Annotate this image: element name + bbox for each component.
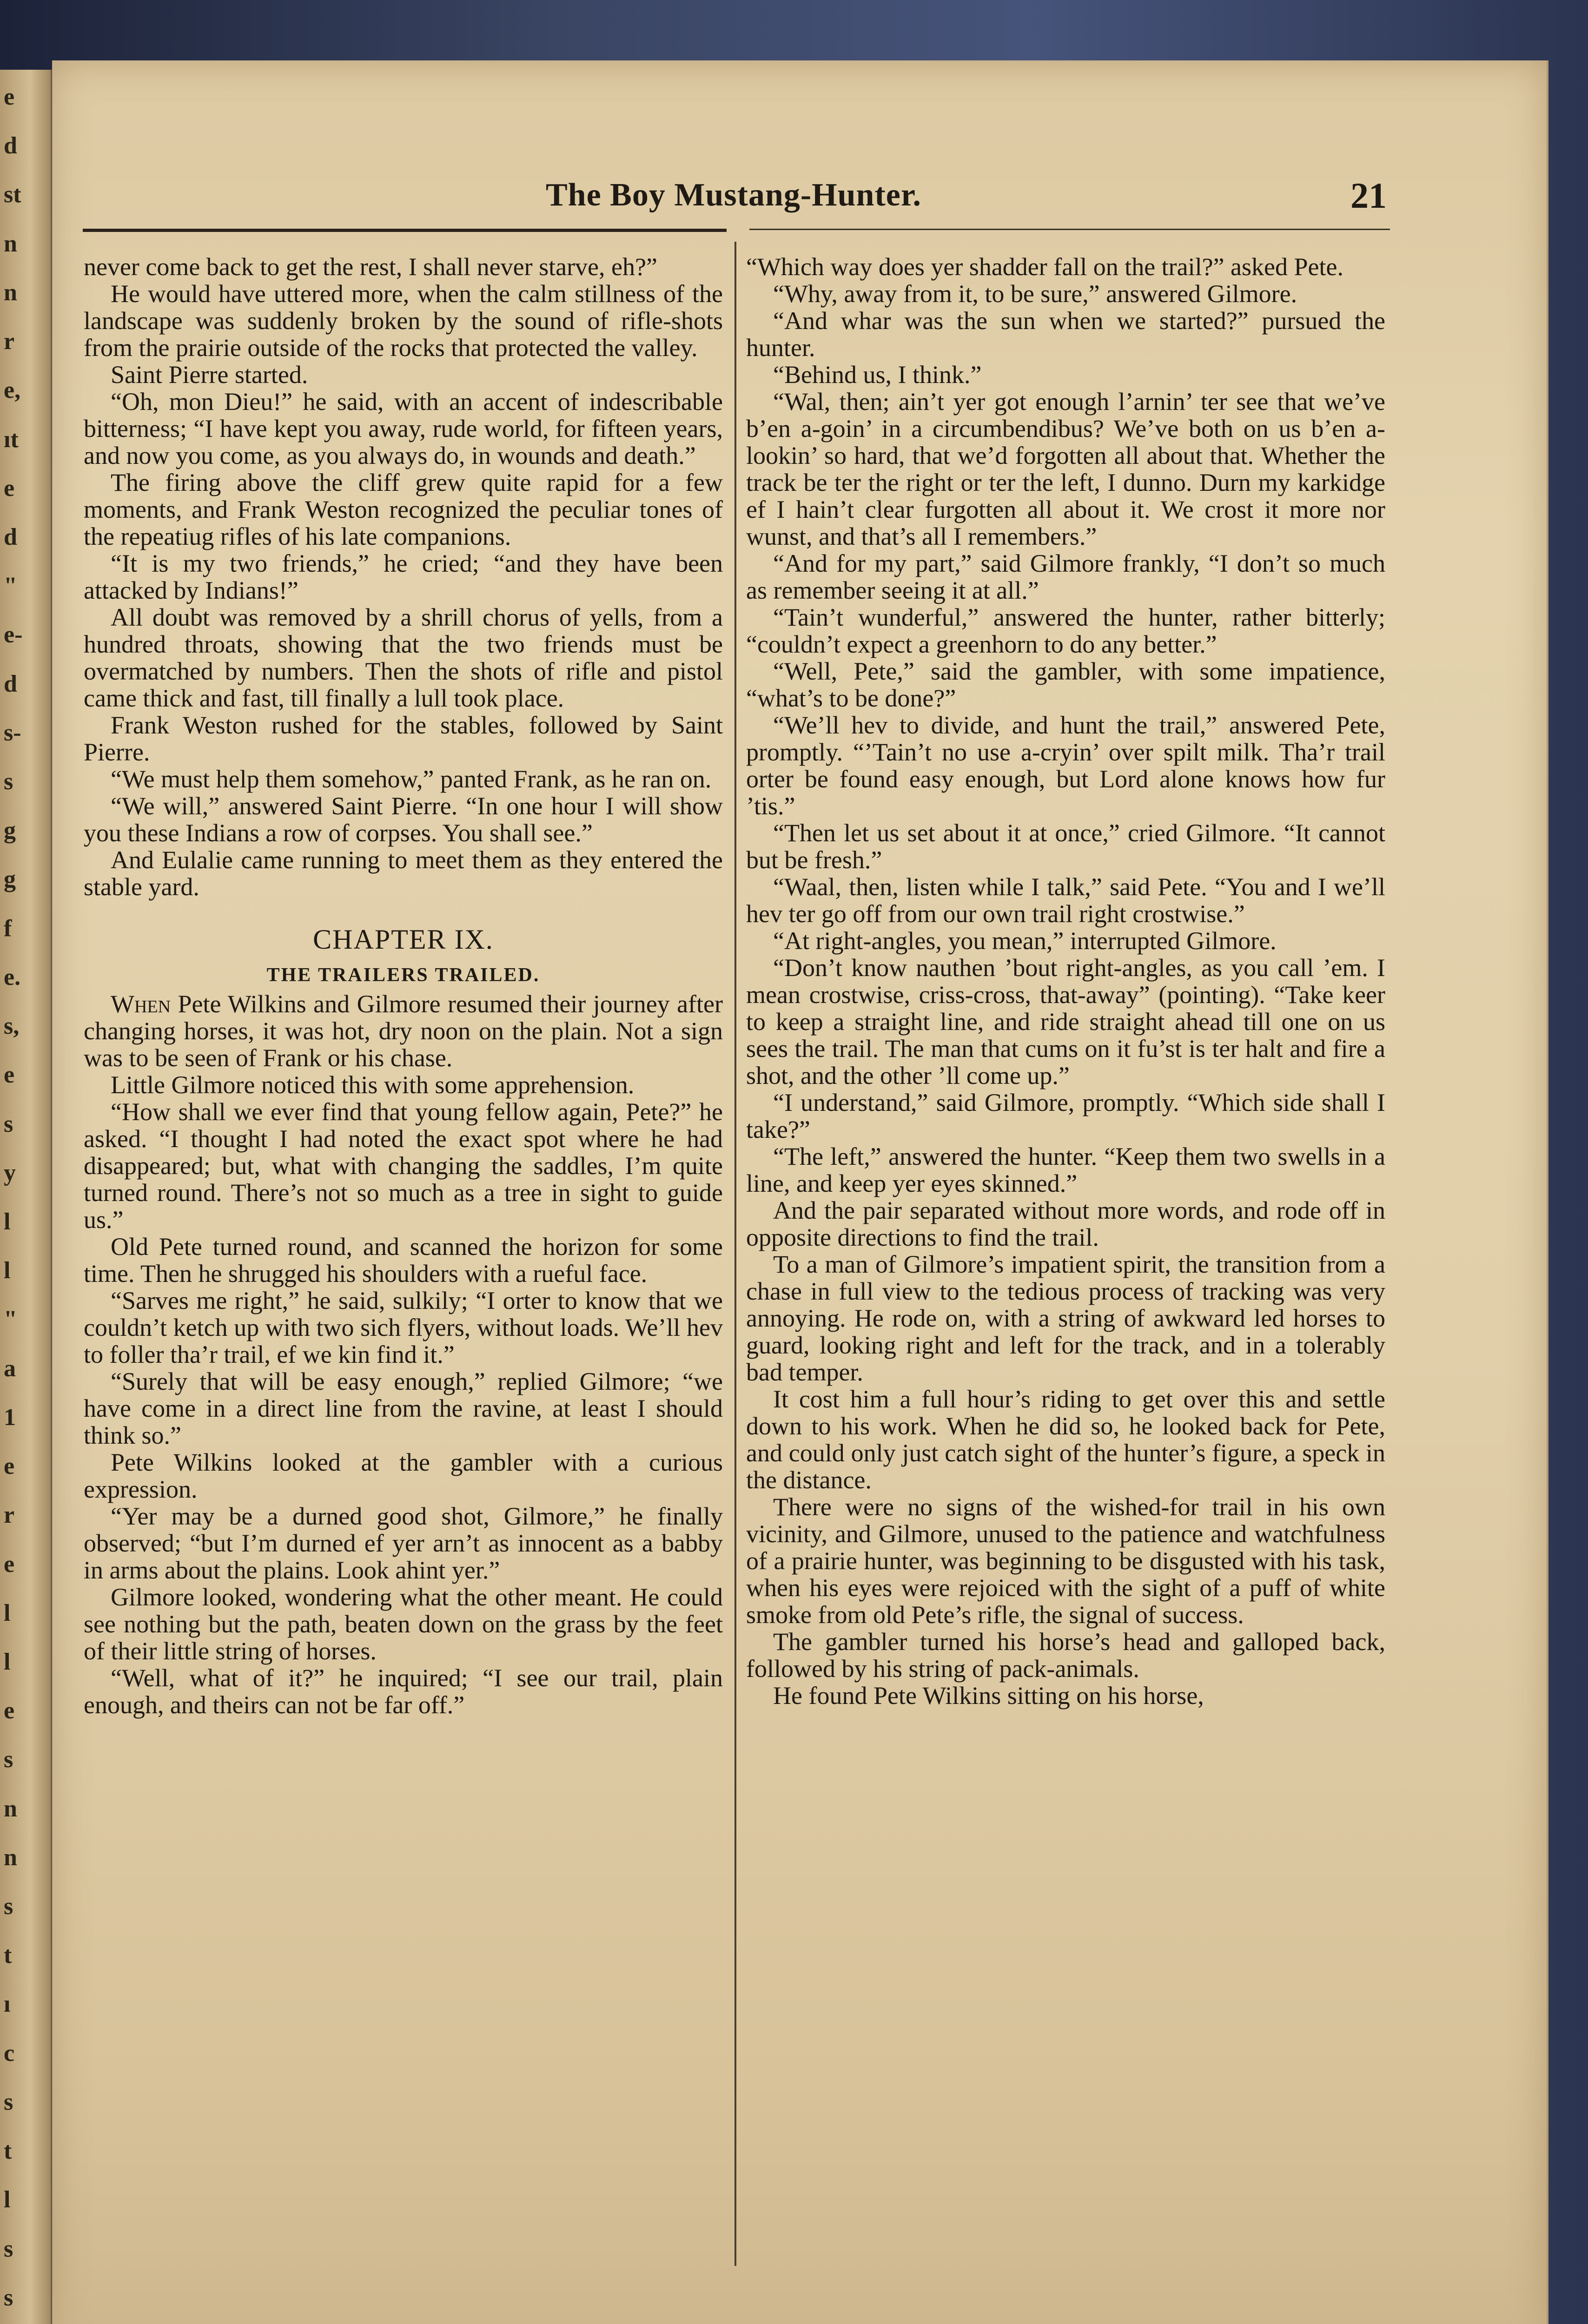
margin-fragment: t (4, 2138, 12, 2165)
margin-fragment: y (4, 1159, 16, 1186)
margin-fragment: n (4, 230, 17, 257)
margin-fragment: l (4, 2186, 11, 2213)
margin-fragment: e (4, 475, 15, 502)
chapter-subtitle: THE TRAILERS TRAILED. (266, 964, 540, 986)
paragraph: It cost him a full hour’s riding to get over this and settle down to his work. When he did so, he looked back for Pete, and could only just catch sight of the hunter’s figure, a speck in the distance. (746, 1385, 1385, 1494)
left-column-paragraphs (84, 253, 723, 900)
page-bottom-shading (52, 2259, 1547, 2324)
margin-fragment: e (4, 1062, 15, 1089)
paragraph: “We will,” answered Saint Pierre. “In one hour I will show you these Indians a row of corpses. You shall see.” (84, 792, 723, 847)
paragraph: “Sarves me right,” he said, sulkily; “I orter to know that we couldn’t ketch up with two sich flyers, without loads. We’ll hev to foller tha’r trail, ef we kin find it.” (84, 1287, 723, 1368)
paragraph: Gilmore looked, wondering what the other meant. He could see nothing but the path, beaten down on the grass by the feet of their little string of horses. (84, 1583, 723, 1665)
margin-fragment: e (4, 84, 15, 110)
paragraph: Pete Wilkins looked at the gambler with a curious expression. (84, 1448, 723, 1503)
margin-fragment: s (4, 1110, 13, 1137)
margin-fragment: d (4, 132, 17, 159)
paragraph: “And for my part,” said Gilmore frankly, “I don’t so much as remember seeing it at all.” (746, 549, 1385, 604)
paragraph: “Well, Pete,” said the gambler, with some impatience, “what’s to be done?” (746, 657, 1385, 712)
paragraph: “Oh, mon Dieu!” he said, with an accent of indescribable bitterness; “I have kept you away, rude world, for fifteen years, and now you come, as you always do, in wounds and death.” (84, 388, 723, 469)
paragraph: Old Pete turned round, and scanned the horizon for some time. Then he shrugged his shoulders with a rueful face. (84, 1233, 723, 1287)
paragraph: He would have uttered more, when the calm stillness of the landscape was suddenly broken by the sound of rifle-shots from the prairie outside of the rocks that protected the valley. (84, 280, 723, 362)
margin-fragment: r (4, 328, 15, 355)
margin-fragment: l (4, 1257, 11, 1284)
margin-fragment: ıt (4, 426, 19, 453)
chapter-paragraphs (84, 1071, 723, 1718)
margin-fragment: e (4, 1453, 15, 1480)
paragraph: “And whar was the sun when we started?” pursued the hunter. (746, 307, 1385, 362)
chapter-first-rest: Pete Wilkins and Gilmore resumed their journey after changing horses, it was hot, dry noon on the plain. Not a sign was to be seen of Frank or his chase. (84, 990, 723, 1072)
margin-fragment: e (4, 1697, 15, 1724)
margin-fragment: " (4, 1306, 17, 1333)
margin-fragment: g (4, 817, 16, 844)
margin-fragment: s, (4, 1013, 20, 1040)
margin-fragment: 1 (4, 1404, 16, 1431)
paragraph: “We’ll hev to divide, and hunt the trail,” answered Pete, promptly. “’Tain’t no use a-cryin’ over spilt milk. Tha’r trail orter be found easy enough, but Lord alone knows how fur ’tis.” (746, 711, 1385, 820)
margin-fragment: l (4, 1648, 11, 1675)
header-rule-left (83, 229, 727, 232)
margin-fragment: s- (4, 719, 21, 746)
margin-fragment: t (4, 1942, 12, 1969)
paragraph: “The left,” answered the hunter. “Keep them two swells in a line, and keep yer eyes skinned.” (746, 1142, 1385, 1197)
paragraph: “Behind us, I think.” (773, 361, 982, 389)
margin-fragment: g (4, 866, 16, 893)
margin-fragment: d (4, 670, 17, 697)
margin-fragment: " (4, 573, 17, 600)
margin-fragment: ı (4, 1991, 11, 2018)
paragraph: never come back to get the rest, I shall never starve, eh?” (84, 253, 657, 281)
paragraph: And Eulalie came running to meet them as they entered the stable yard. (84, 846, 723, 901)
paragraph: “Why, away from it, to be sure,” answered Gilmore. (773, 280, 1297, 308)
margin-fragment: l (4, 1599, 11, 1626)
previous-page-edge (0, 70, 52, 2324)
paragraph: “Then let us set about it at once,” cried Gilmore. “It cannot but be fresh.” (746, 819, 1385, 874)
paragraph: “Wal, then; ain’t yer got enough l’arnin’ ter see that we’ve b’en a-goin’ in a circumbendibus? We’ve both on us b’en a-lookin’ so hard, that we’d forgotten all about that. Whether the track be ter the right or ter the left, I dunno. Durn my karkidge ef I hain’t clear furgotten all about it. We crost it more nor wunst, and that’s all I remembers.” (746, 388, 1385, 550)
margin-fragment: s (4, 1893, 13, 1920)
paragraph: “Waal, then, listen while I talk,” said Pete. “You and I we’ll hev ter go off from our own trail right crostwise.” (746, 873, 1385, 928)
margin-fragment: c (4, 2040, 15, 2067)
right-column-paragraphs (746, 253, 1385, 1709)
margin-fragment: e. (4, 964, 21, 990)
paragraph: There were no signs of the wished-for trail in his own vicinity, and Gilmore, unused to the patience and watchfulness of a prairie hunter, was beginning to be disgusted with his task, when his eyes were rejoiced with the sight of a puff of white smoke from old Pete’s rifle, the signal of success. (746, 1493, 1385, 1629)
paragraph: “Which way does yer shadder fall on the trail?” asked Pete. (746, 253, 1343, 281)
paragraph: “We must help them somehow,” panted Frank, as he ran on. (111, 765, 712, 793)
paragraph: Little Gilmore noticed this with some apprehension. (111, 1071, 635, 1099)
paragraph: “Tain’t wunderful,” answered the hunter, rather bitterly; “couldn’t expect a greenhorn to do any better.” (746, 603, 1385, 658)
chapter-opening-paragraph (84, 990, 723, 1071)
margin-fragment: s (4, 2235, 13, 2262)
margin-fragment: e, (4, 377, 21, 404)
paragraph: To a man of Gilmore’s impatient spirit, the transition from a chase in full view to the tedious process of tracking was very annoying. He rode on, with a string of awkward led horses to guard, looking right and left for the track, and in a tolerably bad temper. (746, 1250, 1385, 1386)
margin-fragment: d (4, 523, 17, 550)
header-rule-right (749, 229, 1390, 230)
left-column (84, 253, 723, 2266)
margin-fragment: n (4, 1795, 17, 1822)
paragraph: He found Pete Wilkins sitting on his horse, (773, 1682, 1204, 1710)
paragraph: “Don’t know nauthen ’bout right-angles, as you call ’em. I mean crostwise, criss-cross, that-away” (pointing). “Take keer to keep a straight line, and ride straight ahead till one on us sees the trail. The man that cums on it fu’st is ter halt and fire a shot, and the other ’ll come up.” (746, 954, 1385, 1089)
margin-fragment: n (4, 1844, 17, 1871)
margin-fragment: r (4, 1502, 15, 1529)
margin-fragment: st (4, 181, 21, 208)
margin-fragment: s (4, 768, 13, 795)
running-title: The Boy Mustang-Hunter. (545, 177, 921, 213)
margin-fragment: s (4, 1746, 13, 1773)
margin-fragment: e- (4, 621, 23, 648)
margin-fragment: l (4, 1208, 11, 1235)
paragraph: “How shall we ever find that young fellow again, Pete?” he asked. “I thought I had noted the exact spot where he had disappeared; but, what with changing the saddles, I’m quite turned round. There’s not so much as a tree in sight to guide us.” (84, 1098, 723, 1234)
column-divider (734, 242, 736, 2266)
paragraph: “Surely that will be easy enough,” replied Gilmore; “we have come in a direct line from the ravine, at least I should think so.” (84, 1367, 723, 1449)
paragraph: Saint Pierre started. (111, 361, 308, 389)
paragraph: “Well, what of it?” he inquired; “I see our trail, plain enough, and theirs can not be far off.” (84, 1664, 723, 1719)
page-number: 21 (1350, 175, 1387, 216)
margin-fragment: e (4, 1551, 15, 1578)
paragraph: “At right-angles, you mean,” interrupted Gilmore. (773, 927, 1277, 955)
margin-fragment: s (4, 2284, 13, 2311)
right-column (746, 253, 1385, 2266)
paragraph: The firing above the cliff grew quite rapid for a few moments, and Frank Weston recognized the peculiar tones of the repeatiug rifles of his late companions. (84, 469, 723, 550)
paragraph: The gambler turned his horse’s head and galloped back, followed by his string of pack-animals. (746, 1628, 1385, 1683)
paragraph: “Yer may be a durned good shot, Gilmore,” he finally observed; “but I’m durned ef yer arn’t as innocent as a babby in arms about the plains. Look ahint yer.” (84, 1502, 723, 1584)
paragraph: “I understand,” said Gilmore, promptly. “Which side shall I take?” (746, 1089, 1385, 1143)
margin-fragment: f (4, 915, 12, 942)
paragraph: “It is my two friends,” he cried; “and they have been attacked by Indians!” (84, 549, 723, 604)
margin-fragment: a (4, 1355, 16, 1382)
paragraph: And the pair separated without more words, and rode off in opposite directions to find the trail. (746, 1196, 1385, 1251)
margin-fragment: n (4, 279, 17, 306)
chapter-title: CHAPTER IX. (313, 924, 494, 955)
chapter-first-word: When (111, 990, 171, 1018)
paragraph: All doubt was removed by a shrill chorus of yells, from a hundred throats, showing that the two friends must be overmatched by numbers. Then the shots of rifle and pistol came thick and fast, till finally a lull took place. (84, 603, 723, 712)
paragraph: Frank Weston rushed for the stables, followed by Saint Pierre. (84, 711, 723, 766)
margin-fragment: s (4, 2088, 13, 2115)
page-header (83, 167, 1387, 223)
